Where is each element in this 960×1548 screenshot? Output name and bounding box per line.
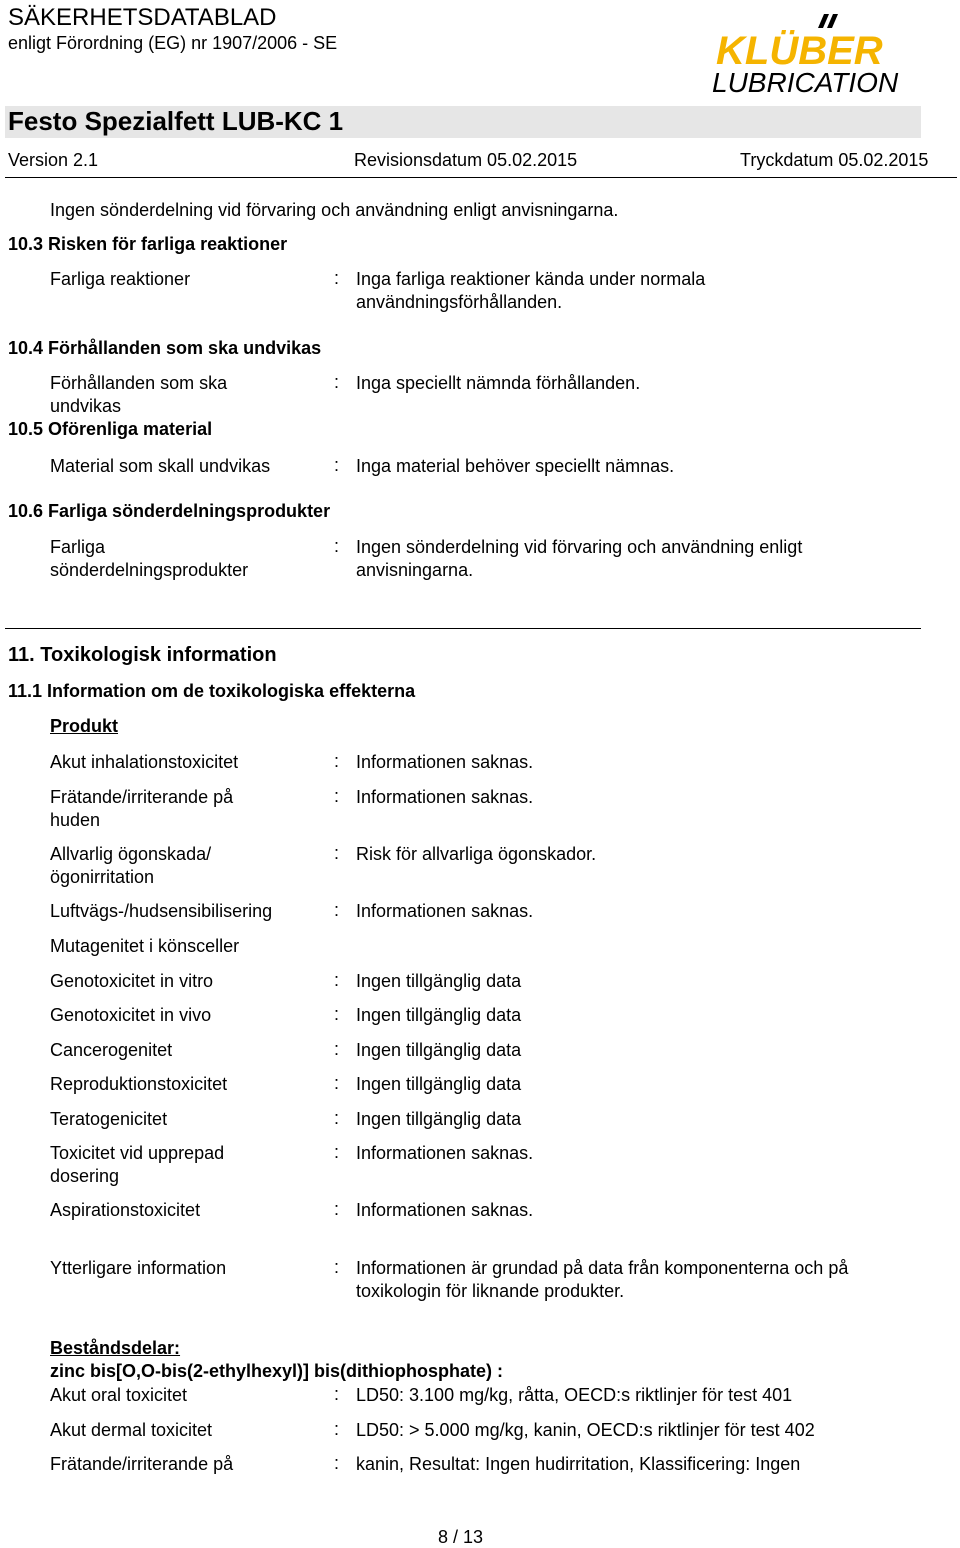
print-date: Tryckdatum 05.02.2015 (740, 150, 929, 170)
tox-row-value: Informationen är grundad på data från komponenterna och på toxikologin för liknande produkter. (356, 1258, 849, 1301)
regulation-line: enligt Förordning (EG) nr 1907/2006 - SE (8, 33, 338, 53)
tox-row-label: Luftvägs-/hudsensibilisering (50, 901, 273, 921)
section-10-6-title: 10.6 Farliga sönderdelningsprodukter (8, 501, 331, 521)
tox-row-label: Ytterligare information (50, 1258, 227, 1278)
tox-row-value: Risk för allvarliga ögonskador. (356, 844, 597, 864)
revision-date: Revisionsdatum 05.02.2015 (354, 150, 578, 170)
label-sonderdelning: Farliga sönderdelningsprodukter (50, 537, 249, 580)
component-row-label: Akut dermal toxicitet (50, 1420, 213, 1440)
colon: : (334, 455, 340, 475)
tox-row-value: Informationen saknas. (356, 1200, 534, 1220)
product-name: Festo Spezialfett LUB-KC 1 (8, 106, 344, 136)
section10-intro: Ingen sönderdelning vid förvaring och användning enligt anvisningarna. (50, 200, 619, 220)
version: Version 2.1 (8, 150, 99, 170)
section-11-title: 11. Toxikologisk information (8, 644, 277, 666)
tox-row-value: Informationen saknas. (356, 787, 534, 807)
section-10-4-title: 10.4 Förhållanden som ska undvikas (8, 338, 322, 358)
component-row-label: Akut oral toxicitet (50, 1385, 188, 1405)
tox-row-label: Reproduktionstoxicitet (50, 1074, 228, 1094)
component-name: zinc bis[O,O-bis(2-ethylhexyl)] bis(dithiophosphate) : (50, 1361, 504, 1381)
colon: : (334, 751, 340, 771)
colon: : (334, 1073, 340, 1093)
value-material: Inga material behöver speciellt nämnas. (356, 456, 675, 476)
document-title: SÄKERHETSDATABLAD (8, 4, 277, 31)
colon: : (334, 843, 340, 863)
tox-row-label: Teratogenicitet (50, 1109, 168, 1129)
section-10-3-title: 10.3 Risken för farliga reaktioner (8, 234, 288, 254)
tox-row-value: Ingen tillgänglig data (356, 1005, 522, 1025)
section-10-5-title: 10.5 Oförenliga material (8, 419, 213, 439)
tox-row-label: Frätande/irriterande på huden (50, 787, 234, 830)
colon: : (334, 1108, 340, 1128)
component-row-label: Frätande/irriterande på (50, 1454, 234, 1474)
tox-row-value: Ingen tillgänglig data (356, 1109, 522, 1129)
colon: : (334, 268, 340, 288)
value-forhallanden: Inga speciellt nämnda förhållanden. (356, 373, 641, 393)
colon: : (334, 900, 340, 920)
colon: : (334, 1199, 340, 1219)
colon: : (334, 1257, 340, 1277)
colon: : (334, 970, 340, 990)
tox-row-value: Informationen saknas. (356, 901, 534, 921)
tox-row-label: Akut inhalationstoxicitet (50, 752, 239, 772)
tox-row-value: Informationen saknas. (356, 752, 534, 772)
colon: : (334, 1384, 340, 1404)
components-heading: Beståndsdelar: (50, 1338, 181, 1358)
tox-row-label: Mutagenitet i könsceller (50, 936, 240, 956)
brand-line1: KLÜBER (716, 29, 883, 73)
tox-row-label: Cancerogenitet (50, 1040, 173, 1060)
colon: : (334, 1142, 340, 1162)
colon: : (334, 372, 340, 392)
label-forhallanden: Förhållanden som ska undvikas (50, 373, 228, 416)
tox-row-value: Informationen saknas. (356, 1143, 534, 1163)
colon: : (334, 786, 340, 806)
tox-row-value: Ingen tillgänglig data (356, 1040, 522, 1060)
brand-line2: LUBRICATION (712, 67, 899, 94)
kluber-logo (712, 12, 944, 94)
tox-row-label: Genotoxicitet in vivo (50, 1005, 212, 1025)
colon: : (334, 1039, 340, 1059)
colon: : (334, 536, 340, 556)
tox-row-label: Toxicitet vid upprepad dosering (50, 1143, 225, 1186)
colon: : (334, 1453, 340, 1473)
colon: : (334, 1004, 340, 1024)
label-material: Material som skall undvikas (50, 456, 271, 476)
tox-row-value: Ingen tillgänglig data (356, 1074, 522, 1094)
tox-row-label: Allvarlig ögonskada/ögonirritation (50, 844, 212, 887)
component-row-value: LD50: 3.100 mg/kg, råtta, OECD:s riktlinjer för test 401 (356, 1385, 793, 1405)
tox-row-value: Ingen tillgänglig data (356, 971, 522, 991)
component-row-value: LD50: > 5.000 mg/kg, kanin, OECD:s riktlinjer för test 402 (356, 1420, 815, 1440)
tox-row-label: Genotoxicitet in vitro (50, 971, 214, 991)
section-11-1-title: 11.1 Information om de toxikologiska effekterna (8, 681, 416, 701)
value-farliga-reaktioner: Inga farliga reaktioner kända under normala användningsförhållanden. (356, 269, 706, 312)
header-divider (5, 177, 957, 178)
component-row-value: kanin, Resultat: Ingen hudirritation, Klassificering: Ingen (356, 1454, 801, 1474)
label-farliga-reaktioner: Farliga reaktioner (50, 269, 191, 289)
value-sonderdelning: Ingen sönderdelning vid förvaring och användning enligt anvisningarna. (356, 537, 803, 580)
tox-row-label: Aspirationstoxicitet (50, 1200, 201, 1220)
colon: : (334, 1419, 340, 1439)
section-divider (5, 628, 921, 629)
product-heading: Produkt (50, 716, 119, 736)
page-number: 8 / 13 (438, 1527, 484, 1547)
